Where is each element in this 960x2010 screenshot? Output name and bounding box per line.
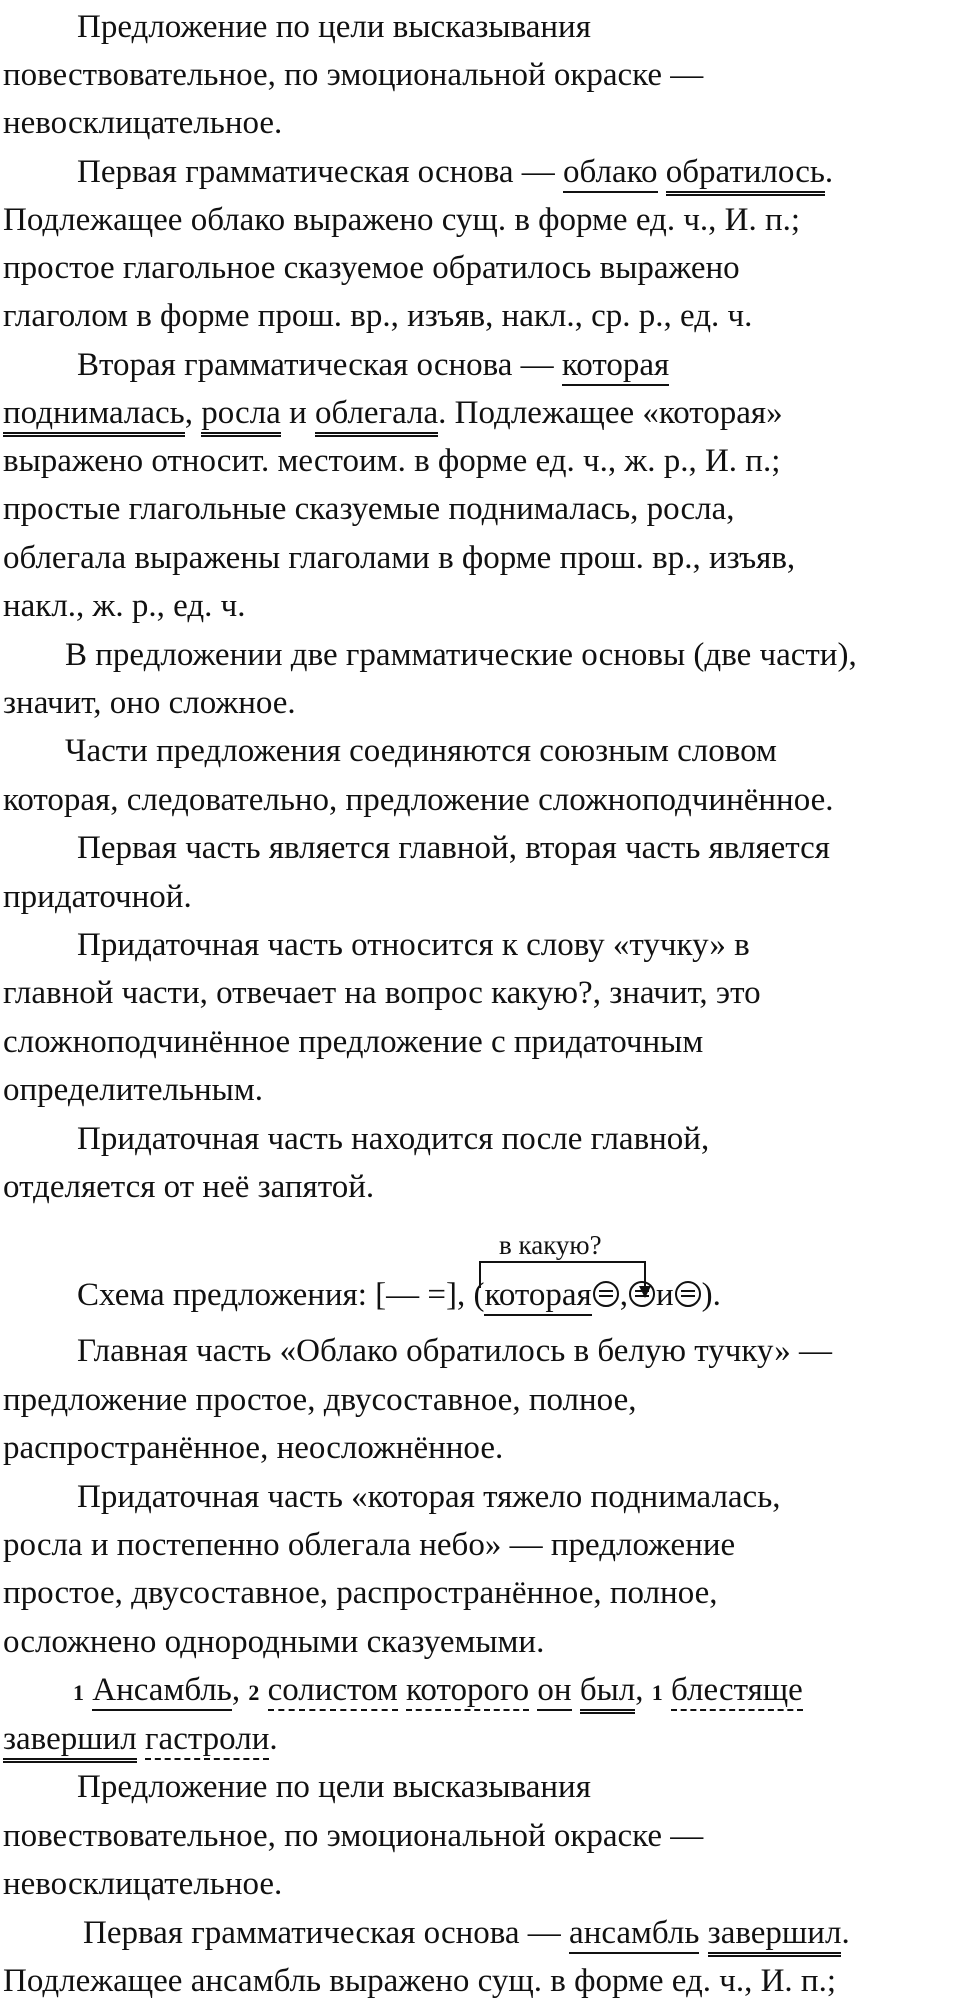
text: Первая грамматическая основа —	[83, 1915, 570, 1951]
predicate-circle-icon	[675, 1281, 701, 1307]
predicate-circle-icon	[629, 1281, 655, 1307]
clause-marker: 2	[248, 1680, 260, 1705]
text-line: невосклицательное.	[3, 105, 283, 141]
text-line: Предложение по цели высказывания	[77, 1769, 591, 1805]
text-line: предложение простое, двусоставное, полное,	[3, 1382, 637, 1418]
clause-marker: 1	[651, 1680, 663, 1705]
subject-underline: которая	[562, 347, 669, 386]
text-line: которая, следовательно, предложение сложноподчинённое.	[3, 782, 834, 818]
text: ).	[701, 1277, 721, 1313]
text-line: Части предложения соединяются союзным словом	[65, 733, 777, 769]
text-line: облегала выражены глаголами в форме прош. вр., изъяв,	[3, 540, 796, 576]
object-underline: солистом	[268, 1672, 398, 1711]
predicate-underline: завершил	[3, 1721, 137, 1763]
text: .	[841, 1915, 850, 1951]
text: ,	[231, 1672, 249, 1708]
subject-underline: ансамбль	[569, 1915, 699, 1954]
text-line: Придаточная часть относится к слову «тучку» в	[77, 927, 750, 963]
text-line: Придаточная часть находится после главной,	[77, 1121, 710, 1157]
text-line: невосклицательное.	[3, 1866, 283, 1902]
sentence-schema	[77, 1276, 721, 1324]
text-line: отделяется от неё запятой.	[3, 1169, 375, 1205]
text: Первая грамматическая основа —	[77, 154, 564, 190]
predicate-underline: поднималась	[3, 395, 185, 437]
text: , (	[456, 1277, 485, 1313]
text-line: Первая часть является главной, вторая часть является	[77, 830, 830, 866]
text: .	[269, 1721, 278, 1757]
predicate-circle-icon	[593, 1281, 619, 1307]
schema-conjunctive-word: которая	[484, 1277, 591, 1316]
parsed-sentence	[73, 1671, 803, 1719]
text-line: Придаточная часть «которая тяжело поднималась,	[77, 1479, 781, 1515]
attribute-underline: которого	[406, 1672, 529, 1711]
text-line: Предложение по цели высказывания	[77, 9, 591, 45]
predicate-underline: облегала	[315, 395, 438, 437]
text-line: придаточной.	[3, 879, 192, 915]
predicate-underline: росла	[201, 395, 281, 437]
text-line: определительным.	[3, 1072, 263, 1108]
subject-underline: он	[537, 1672, 571, 1711]
text: . Подлежащее «которая»	[438, 395, 783, 431]
text: ,	[635, 1672, 652, 1708]
text-line: простое глагольное сказуемое обратилось выражено	[3, 250, 740, 286]
text-line: росла и постепенно облегала небо» — предложение	[3, 1527, 736, 1563]
clause-marker: 1	[73, 1680, 84, 1705]
text-line	[77, 346, 669, 394]
schema-question: в какую?	[499, 1230, 602, 1260]
text-line: главной части, отвечает на вопрос какую?, значит, это	[3, 975, 761, 1011]
text-line: Подлежащее ансамбль выражено сущ. в форме ед. ч., И. п.;	[3, 1963, 837, 1999]
text-line: сложноподчинённое предложение с придаточным	[3, 1024, 704, 1060]
text-line: распространённое, неосложнённое.	[3, 1430, 504, 1466]
parsed-sentence-cont	[3, 1720, 278, 1768]
text-line: В предложении две грамматические основы (две части),	[65, 637, 857, 673]
schema-main-clause: [— =]	[375, 1277, 457, 1313]
text-line: повествовательное, по эмоциональной окраске —	[3, 57, 704, 93]
text-line: простые глагольные сказуемые поднималась, росла,	[3, 491, 735, 527]
text-line: простое, двусоставное, распространённое, полное,	[3, 1575, 718, 1611]
subject-underline: облако	[563, 154, 657, 193]
text-line	[3, 394, 783, 442]
subject-underline: Ансамбль	[92, 1672, 232, 1711]
text-line: накл., ж. р., ед. ч.	[3, 588, 246, 624]
adverbial-underline: блестяще	[671, 1672, 803, 1711]
schema-label: Схема предложения:	[77, 1277, 376, 1313]
text-line: осложнено однородными сказуемыми.	[3, 1624, 545, 1660]
predicate-underline: был	[580, 1672, 635, 1714]
text: ,	[619, 1277, 628, 1313]
text: и	[655, 1277, 674, 1313]
text: Вторая грамматическая основа —	[77, 347, 562, 383]
predicate-underline: завершил	[708, 1915, 842, 1957]
predicate-underline: обратилось	[666, 154, 825, 196]
text: и	[280, 395, 315, 431]
text-line	[83, 1914, 850, 1962]
text-line: значит, оно сложное.	[3, 685, 296, 721]
text-line: Главная часть «Облако обратилось в белую тучку» —	[77, 1333, 832, 1369]
object-underline: гастроли	[145, 1721, 269, 1760]
text: ,	[184, 395, 202, 431]
text-line: глаголом в форме прош. вр., изъяв, накл., ср. р., ед. ч.	[3, 298, 753, 334]
text-line: повествовательное, по эмоциональной окраске —	[3, 1818, 704, 1854]
text-line: Подлежащее облако выражено сущ. в форме ед. ч., И. п.;	[3, 202, 801, 238]
text: .	[824, 154, 834, 190]
text-line	[77, 153, 833, 201]
text-line: выражено относит. местоим. в форме ед. ч., ж. р., И. п.;	[3, 443, 781, 479]
